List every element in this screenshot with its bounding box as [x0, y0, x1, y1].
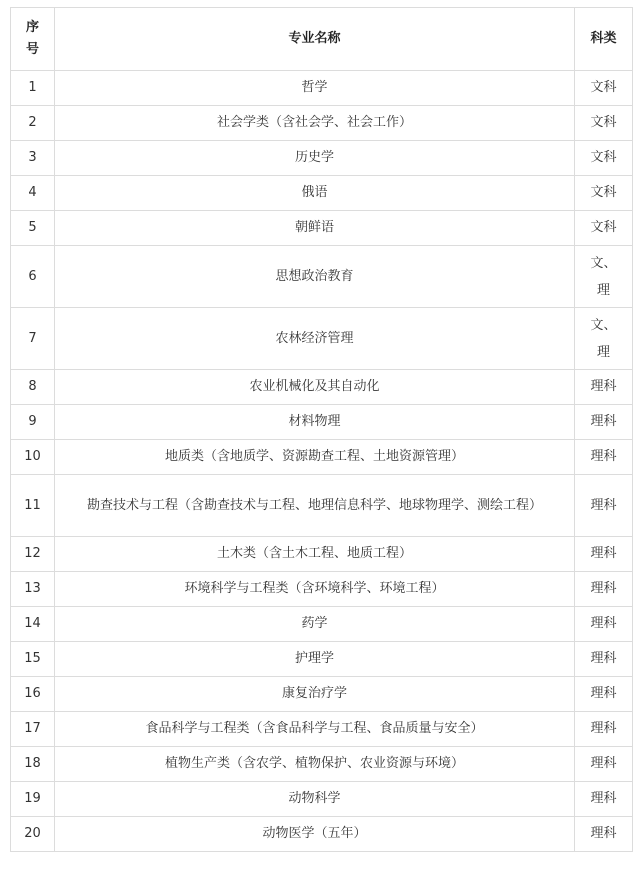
table-row [11, 370, 633, 405]
cell-seq: 1 [11, 71, 55, 106]
header-category: 科类 [575, 8, 633, 71]
table-row [11, 712, 633, 747]
header-seq-line2: 号 [25, 42, 39, 57]
header-seq [11, 8, 55, 71]
cell-category: 理科 [575, 475, 633, 537]
cell-major: 社会学类（含社会学、社会工作） [55, 106, 575, 141]
cell-seq: 2 [11, 106, 55, 141]
cell-category: 理科 [575, 572, 633, 607]
table-row [11, 537, 633, 572]
cell-seq: 9 [11, 405, 55, 440]
majors-table-container [10, 7, 633, 852]
table-row [11, 642, 633, 677]
cell-category: 理科 [575, 642, 633, 677]
cell-major: 动物科学 [55, 782, 575, 817]
cell-category [575, 246, 633, 308]
cell-seq: 10 [11, 440, 55, 475]
table-row [11, 572, 633, 607]
cell-seq: 12 [11, 537, 55, 572]
cell-category: 理科 [575, 370, 633, 405]
table-row [11, 677, 633, 712]
table-row [11, 440, 633, 475]
category-line1: 文、 [590, 317, 617, 333]
cell-category: 理科 [575, 712, 633, 747]
cell-category: 文科 [575, 71, 633, 106]
table-header-row [11, 8, 633, 71]
cell-category: 理科 [575, 607, 633, 642]
cell-category: 文科 [575, 176, 633, 211]
table-row [11, 817, 633, 852]
cell-major: 农业机械化及其自动化 [55, 370, 575, 405]
cell-major: 材料物理 [55, 405, 575, 440]
cell-seq: 19 [11, 782, 55, 817]
cell-seq: 16 [11, 677, 55, 712]
category-line2: 理 [596, 282, 610, 298]
cell-category: 文科 [575, 211, 633, 246]
cell-seq: 6 [11, 246, 55, 308]
cell-major: 动物医学（五年） [55, 817, 575, 852]
cell-major: 护理学 [55, 642, 575, 677]
cell-major: 康复治疗学 [55, 677, 575, 712]
cell-seq: 7 [11, 308, 55, 370]
cell-major: 土木类（含土木工程、地质工程） [55, 537, 575, 572]
cell-seq: 3 [11, 141, 55, 176]
cell-major: 俄语 [55, 176, 575, 211]
cell-category: 文科 [575, 106, 633, 141]
cell-seq: 5 [11, 211, 55, 246]
cell-major: 哲学 [55, 71, 575, 106]
table-row [11, 607, 633, 642]
cell-category [575, 308, 633, 370]
cell-category: 理科 [575, 817, 633, 852]
header-major: 专业名称 [55, 8, 575, 71]
header-seq-line1: 序 [25, 20, 39, 35]
category-line1: 文、 [590, 255, 617, 271]
category-line2: 理 [596, 344, 610, 360]
cell-seq: 8 [11, 370, 55, 405]
cell-major: 思想政治教育 [55, 246, 575, 308]
cell-seq: 11 [11, 475, 55, 537]
cell-category: 理科 [575, 440, 633, 475]
cell-major: 环境科学与工程类（含环境科学、环境工程） [55, 572, 575, 607]
cell-major: 食品科学与工程类（含食品科学与工程、食品质量与安全） [55, 712, 575, 747]
table-row [11, 211, 633, 246]
cell-category: 文科 [575, 141, 633, 176]
cell-major: 朝鲜语 [55, 211, 575, 246]
cell-category: 理科 [575, 405, 633, 440]
majors-table [10, 7, 633, 852]
cell-major: 植物生产类（含农学、植物保护、农业资源与环境） [55, 747, 575, 782]
cell-category: 理科 [575, 782, 633, 817]
cell-seq: 15 [11, 642, 55, 677]
cell-major: 农林经济管理 [55, 308, 575, 370]
table-row [11, 141, 633, 176]
cell-major: 地质类（含地质学、资源勘查工程、土地资源管理） [55, 440, 575, 475]
cell-seq: 4 [11, 176, 55, 211]
cell-seq: 13 [11, 572, 55, 607]
table-row [11, 405, 633, 440]
cell-seq: 14 [11, 607, 55, 642]
table-row [11, 246, 633, 308]
table-row [11, 747, 633, 782]
table-row [11, 176, 633, 211]
cell-major: 药学 [55, 607, 575, 642]
table-row [11, 308, 633, 370]
cell-seq: 18 [11, 747, 55, 782]
cell-category: 理科 [575, 537, 633, 572]
table-row [11, 782, 633, 817]
cell-major: 历史学 [55, 141, 575, 176]
cell-category: 理科 [575, 747, 633, 782]
table-row [11, 106, 633, 141]
cell-category: 理科 [575, 677, 633, 712]
cell-seq: 17 [11, 712, 55, 747]
cell-seq: 20 [11, 817, 55, 852]
cell-major: 勘查技术与工程（含勘查技术与工程、地理信息科学、地球物理学、测绘工程） [55, 475, 575, 537]
table-row [11, 475, 633, 537]
table-row [11, 71, 633, 106]
